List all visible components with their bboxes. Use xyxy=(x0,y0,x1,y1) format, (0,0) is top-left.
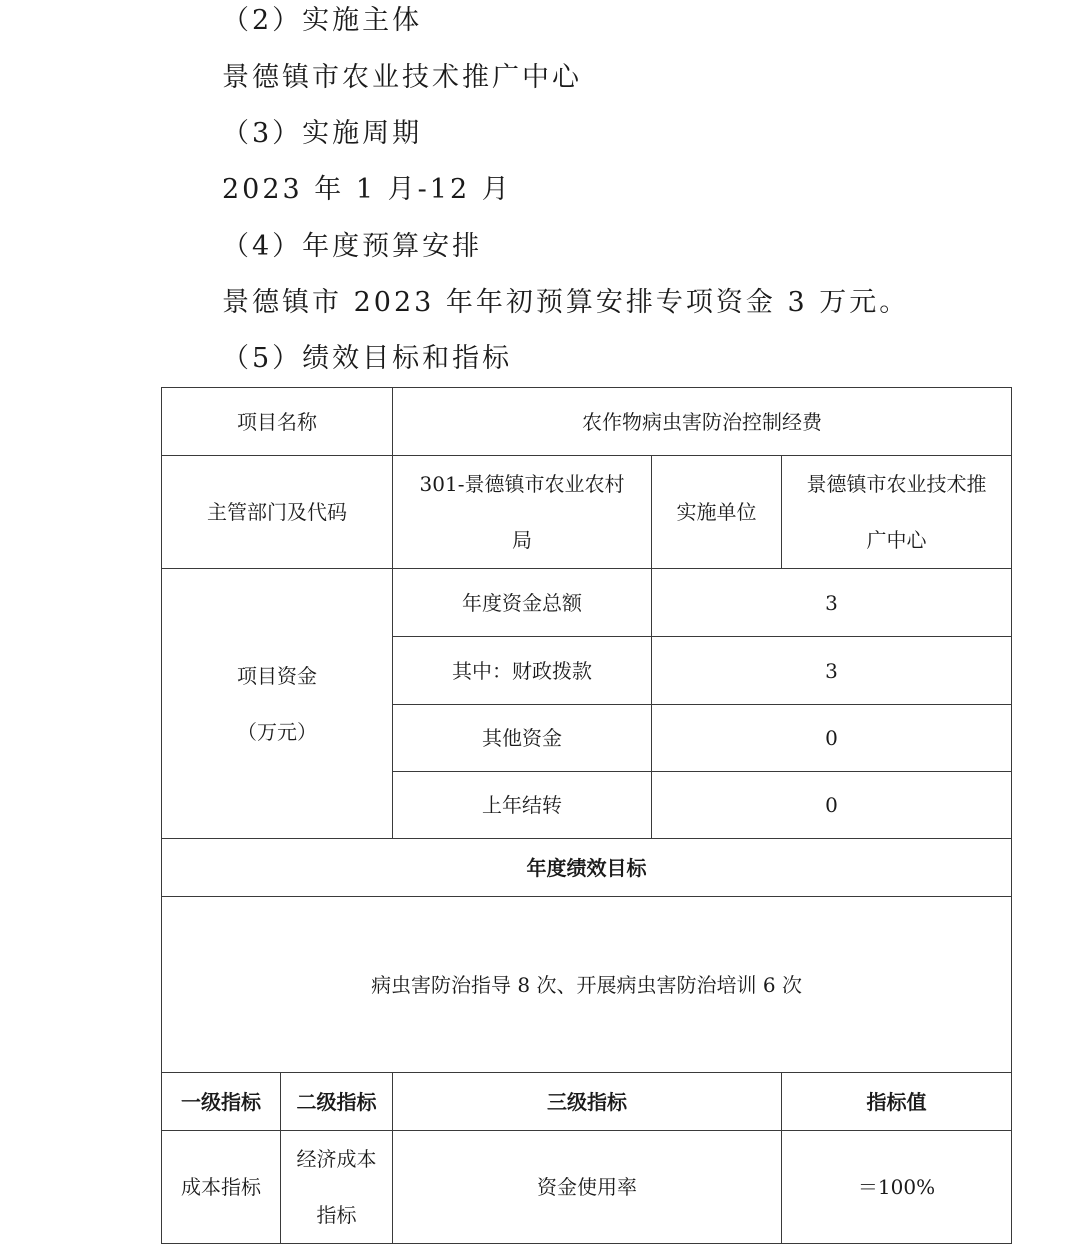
funds-row-value: 3 xyxy=(652,569,1012,637)
indicator-header-level1: 一级指标 xyxy=(162,1073,281,1131)
indicator-header-level3: 三级指标 xyxy=(393,1073,782,1131)
funds-row-label: 上年结转 xyxy=(393,772,652,839)
table-row xyxy=(162,388,1012,456)
dept-value-line1: 301-景德镇市农业农村 xyxy=(419,472,625,496)
indicator-level2-line2: 指标 xyxy=(316,1203,357,1227)
table-row xyxy=(162,839,1012,897)
funds-label-line1: 项目资金 xyxy=(237,663,317,688)
table-row xyxy=(162,456,1012,569)
impl-unit-label: 实施单位 xyxy=(652,456,782,569)
budget-text: 景德镇市 2023 年年初预算安排专项资金 3 万元。 xyxy=(222,287,910,318)
funds-row-label: 年度资金总额 xyxy=(393,569,652,637)
annual-goal-text: 病虫害防治指导 8 次、开展病虫害防治培训 6 次 xyxy=(162,897,1012,1073)
impl-unit-value-line1: 景德镇市农业技术推 xyxy=(806,472,987,496)
funds-label xyxy=(162,569,393,839)
table-row xyxy=(162,897,1012,1073)
dept-value-line2: 局 xyxy=(512,528,532,552)
table-row xyxy=(162,1131,1012,1244)
funds-row-value: 3 xyxy=(652,637,1012,705)
indicator-header-level2: 二级指标 xyxy=(281,1073,393,1131)
funds-row-value: 0 xyxy=(652,705,1012,772)
indicator-level2-line1: 经济成本 xyxy=(296,1147,377,1171)
funds-row-value: 0 xyxy=(652,772,1012,839)
period-text: 2023 年 1 月-12 月 xyxy=(222,174,512,205)
performance-table xyxy=(161,387,1012,1244)
indicator-level2 xyxy=(281,1131,393,1244)
section-heading-goals: （5）绩效目标和指标 xyxy=(222,343,513,374)
indicator-level3: 资金使用率 xyxy=(393,1131,782,1244)
project-name-label: 项目名称 xyxy=(162,388,393,456)
implementer-text: 景德镇市农业技术推广中心 xyxy=(222,62,582,93)
section-heading-period: （3）实施周期 xyxy=(222,118,423,149)
impl-unit-value xyxy=(782,456,1012,569)
funds-label-line2: （万元） xyxy=(237,719,317,744)
funds-row-label: 其他资金 xyxy=(393,705,652,772)
indicator-header-value: 指标值 xyxy=(782,1073,1012,1131)
funds-row-label: 其中：财政拨款 xyxy=(393,637,652,705)
indicator-value: ＝100% xyxy=(782,1131,1012,1244)
dept-label: 主管部门及代码 xyxy=(162,456,393,569)
table-row xyxy=(162,1073,1012,1131)
section-heading-implementer: （2）实施主体 xyxy=(222,5,423,36)
table-row xyxy=(162,569,1012,637)
dept-value xyxy=(393,456,652,569)
section-heading-budget: （4）年度预算安排 xyxy=(222,231,483,262)
impl-unit-value-line2: 广中心 xyxy=(866,528,927,552)
annual-goal-header: 年度绩效目标 xyxy=(162,839,1012,897)
indicator-level1: 成本指标 xyxy=(162,1131,281,1244)
project-name-value: 农作物病虫害防治控制经费 xyxy=(393,388,1012,456)
